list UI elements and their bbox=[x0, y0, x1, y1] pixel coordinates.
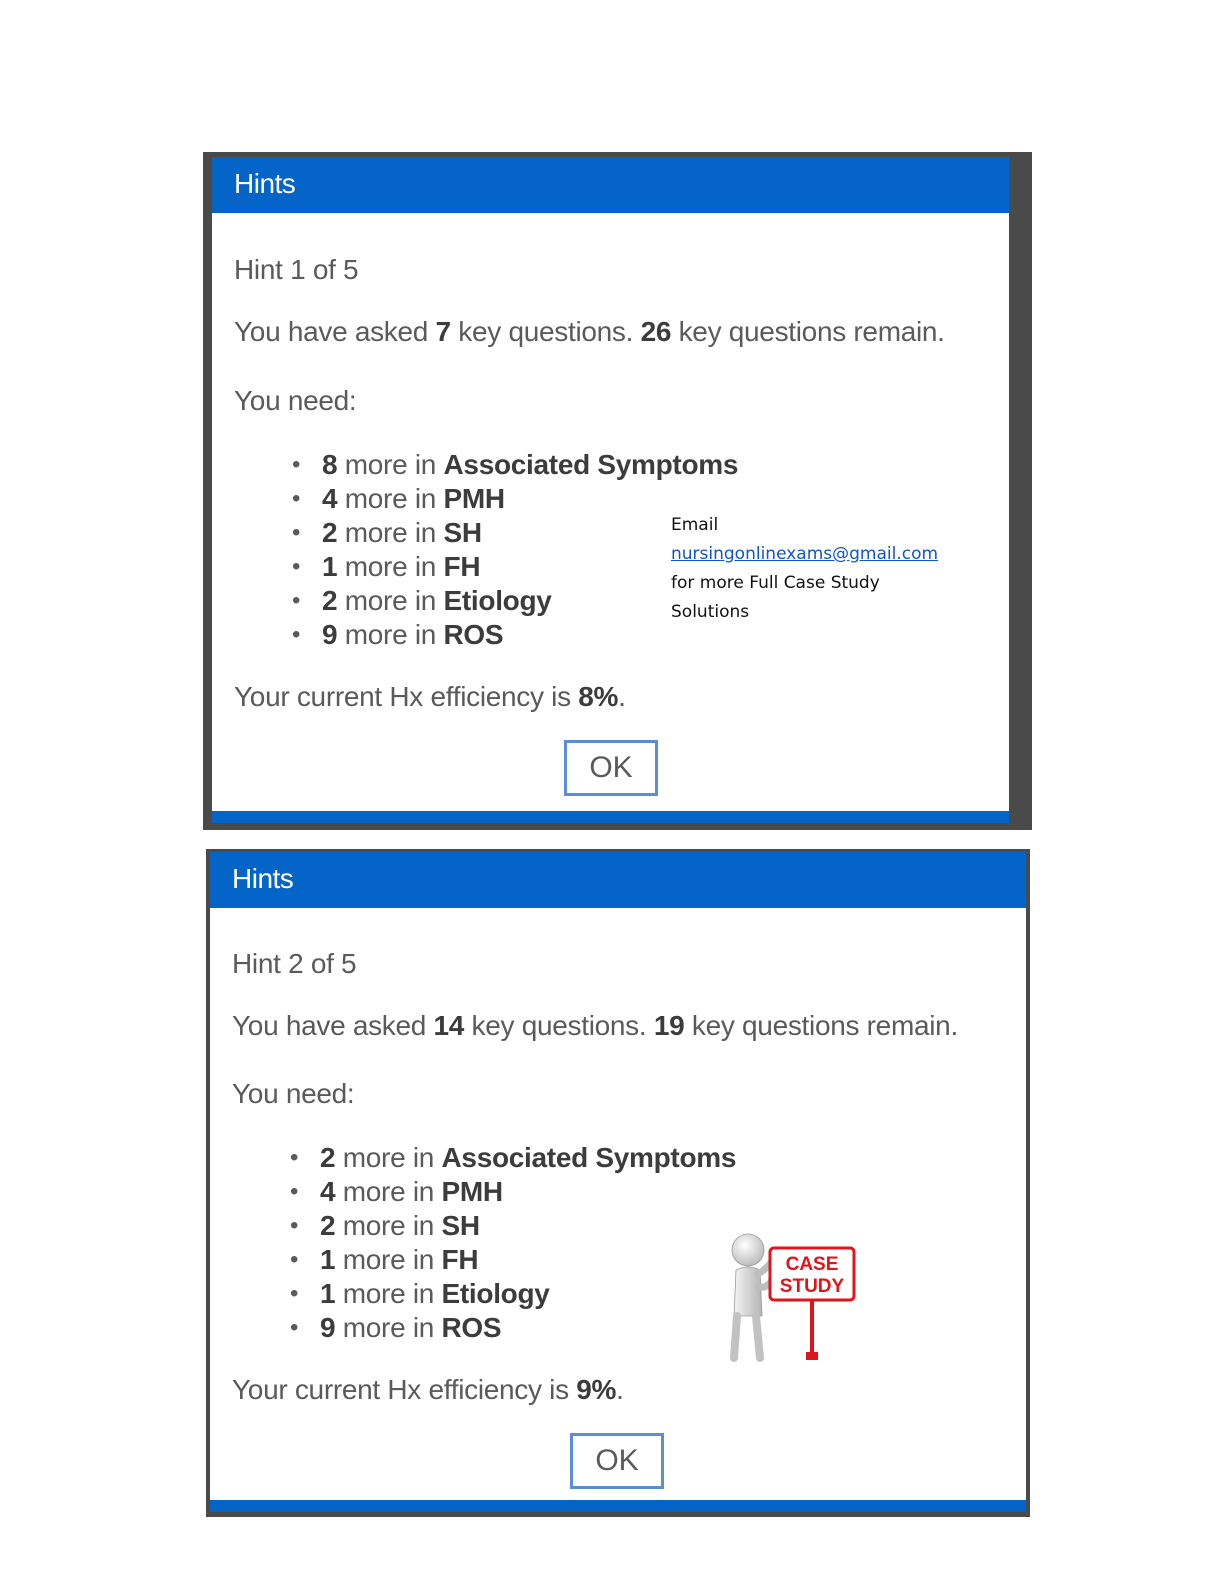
list-item: • 2 more in SH bbox=[292, 517, 482, 548]
case-study-sign-text: STUDY bbox=[779, 1276, 845, 1297]
email-note bbox=[671, 511, 971, 627]
dialog-header bbox=[212, 157, 1009, 213]
dialog-title: Hints bbox=[234, 168, 296, 199]
list-item: • 1 more in FH bbox=[290, 1244, 479, 1275]
email-note-line: for more Full Case Study bbox=[671, 573, 880, 593]
email-link[interactable]: nursingonlinexams@gmail.com bbox=[671, 544, 939, 564]
hint-counter: Hint 2 of 5 bbox=[232, 948, 357, 979]
hint-counter: Hint 1 of 5 bbox=[234, 254, 359, 285]
asked-summary: You have asked 14 key questions. 19 key questions remain. bbox=[232, 1010, 958, 1041]
list-item: • 2 more in Associated Symptoms bbox=[290, 1142, 737, 1173]
efficiency-text: Your current Hx efficiency is 9%. bbox=[232, 1374, 624, 1405]
list-item: • 4 more in PMH bbox=[292, 483, 505, 514]
list-item: • 2 more in Etiology bbox=[292, 585, 552, 616]
hints-dialog-1 bbox=[212, 157, 1009, 823]
ok-button[interactable]: OK bbox=[570, 1433, 664, 1489]
dialog-footer-bar bbox=[210, 1500, 1026, 1512]
need-label: You need: bbox=[234, 385, 357, 416]
need-label: You need: bbox=[232, 1078, 355, 1109]
list-item: • 1 more in Etiology bbox=[290, 1278, 550, 1309]
list-item: • 8 more in Associated Symptoms bbox=[292, 449, 739, 480]
list-item: • 1 more in FH bbox=[292, 551, 481, 582]
efficiency-text: Your current Hx efficiency is 8%. bbox=[234, 681, 626, 712]
list-item: • 9 more in ROS bbox=[292, 619, 504, 650]
dialog-header bbox=[210, 852, 1026, 908]
dialog-footer-bar bbox=[212, 811, 1009, 823]
needs-list bbox=[290, 1141, 736, 1345]
dialog-title: Hints bbox=[232, 863, 294, 894]
asked-summary: You have asked 7 key questions. 26 key questions remain. bbox=[234, 316, 945, 347]
case-study-sign-text: CASE bbox=[785, 1254, 839, 1275]
ok-button[interactable]: OK bbox=[564, 740, 658, 796]
email-note-line: Solutions bbox=[671, 602, 750, 622]
list-item: • 9 more in ROS bbox=[290, 1312, 502, 1343]
case-study-figure-icon bbox=[722, 1228, 862, 1368]
list-item: • 2 more in SH bbox=[290, 1210, 480, 1241]
hints-dialog-2 bbox=[210, 852, 1026, 1512]
list-item: • 4 more in PMH bbox=[290, 1176, 503, 1207]
email-note-line: Email bbox=[671, 515, 719, 535]
